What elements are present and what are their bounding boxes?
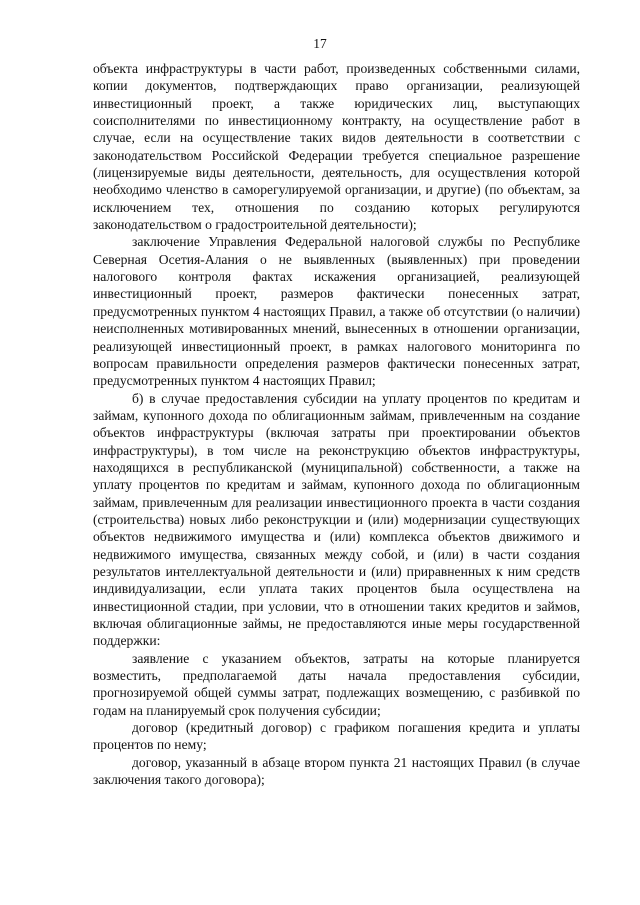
paragraph: объекта инфраструктуры в части работ, произведенных собственными силами, копии документов, подтверждающих право организации, реализующей инвестиционный проект, а также юридических лиц, выступающих соисполнителями по инвестиционному контракту, на осуществление работ в случае, если на осуществление таких видов деятельности в соответствии с законодательством Российской Федерации требуется специальное разрешение (лицензируемые виды деятельности, деятельность, для осуществления которой необходимо членство в саморегулируемой организации, и другие) (по объектам, за исключением тех, отношения по созданию которых регулируются законодательством о градостроительной деятельности); (93, 61, 580, 233)
paragraph: заявление с указанием объектов, затраты на которые планируется возместить, предполагаемой даты начала предоставления субсидии, прогнозируемой общей суммы затрат, подлежащих возмещению, с разбивкой по годам на планируемый срок получения субсидии; (93, 650, 580, 718)
paragraph: б) в случае предоставления субсидии на уплату процентов по кредитам и займам, купонного дохода по облигационным займам, привлеченным на создание объектов инфраструктуры (включая затраты при проектировании объектов инфраструктуры), в том числе на реконструкцию объектов инфраструктуры, находящихся в республиканской (муниципальной) собственности, а также на уплату процентов по кредитам и займам, купонного дохода по облигационным займам, привлеченным для реализации инвестиционного проекта в части создания (строительства) новых либо реконструкции и (или) модернизации существующих объектов недвижимого имущества и (или) комплекса объектов движимого и недвижимого имущества, связанных между собой, и (или) в части создания результатов интеллектуальной деятельности и (или) приравненных к ним средств индивидуализации, если уплата таких процентов была осуществлена на инвестиционной стадии, при условии, что в отношении таких кредитов и займов, включая облигационные займы, не предоставляются иные меры государственной поддержки: (93, 390, 580, 649)
page-number: 17 (313, 36, 327, 51)
paragraph: договор, указанный в абзаце втором пункта 21 настоящих Правил (в случае заключения такого договора); (93, 754, 580, 788)
paragraph: заключение Управления Федеральной налоговой службы по Республике Северная Осетия-Алания о не выявленных (выявленных) при проведении налогового контроля фактах искажения организацией, реализующей инвестиционный проект, размеров фактически понесенных затрат, предусмотренных пунктом 4 настоящих Правил, а также об отсутствии (о наличии) неисполненных мотивированных мнений, вынесенных в отношении организации, реализующей инвестиционный проект, в рамках налогового мониторинга по вопросам правильности определения размеров фактически понесенных затрат, предусмотренных пунктом 4 настоящих Правил; (93, 234, 580, 389)
paragraph: договор (кредитный договор) с графиком погашения кредита и уплаты процентов по нему; (93, 720, 580, 753)
document-body (93, 60, 580, 788)
